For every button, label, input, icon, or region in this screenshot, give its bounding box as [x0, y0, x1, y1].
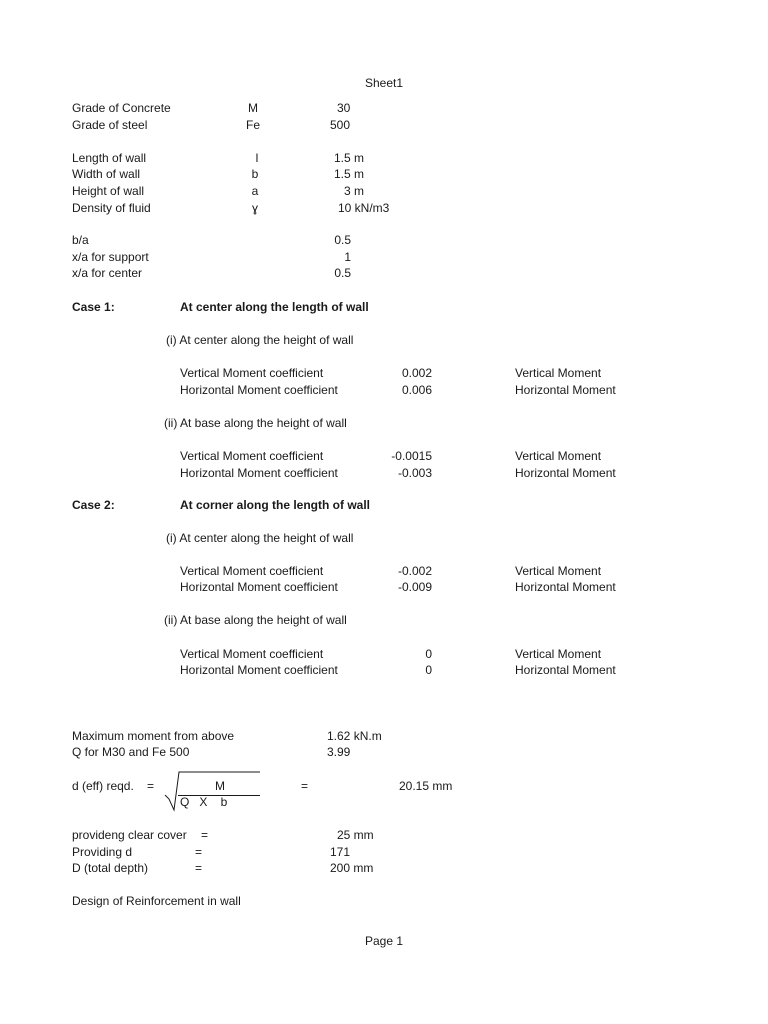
case-1-label: Case 1:: [72, 300, 115, 314]
page-number: Page 1: [364, 934, 404, 948]
concrete-value: 30: [337, 101, 351, 115]
case-1-sub-1-vert-value: 0.002: [401, 366, 432, 380]
height-label: Height of wall: [72, 184, 145, 198]
case-2-sub-1-title: (i) At center along the height of wall: [166, 531, 354, 545]
max-moment-value: 1.62 kN.m: [327, 729, 382, 743]
case-2-sub-2-vert-right: Vertical Moment: [515, 647, 602, 661]
case-1-sub-1-horiz-label: Horizontal Moment coefficient: [180, 383, 338, 397]
clear-cover-equals: =: [201, 828, 209, 842]
height-symbol: a: [251, 184, 259, 198]
total-depth-label: D (total depth): [72, 861, 149, 875]
case-1-sub-2-horiz-right: Horizontal Moment: [515, 466, 616, 480]
case-1-sub-1-vert-right: Vertical Moment: [515, 366, 602, 380]
case-1-title: At center along the length of wall: [180, 300, 369, 314]
case-1-sub-2-vert-right: Vertical Moment: [515, 449, 602, 463]
q-value-value: 3.99: [327, 745, 351, 759]
length-symbol: l: [255, 151, 259, 165]
d-eff-denominator: Q X b: [180, 795, 228, 809]
sheet-title: Sheet1: [364, 76, 404, 90]
length-label: Length of wall: [72, 151, 147, 165]
density-value: 10 kN/m3: [338, 201, 390, 215]
length-value: 1.5 m: [334, 151, 365, 165]
case-2-sub-2-vert-value: 0: [425, 647, 432, 661]
xa-center-value: 0.5: [334, 266, 351, 280]
height-value: 3 m: [344, 184, 365, 198]
xa-support-label: x/a for support: [72, 250, 149, 264]
density-symbol: ɣ: [251, 201, 258, 215]
case-1-sub-2-horiz-value: -0.003: [397, 466, 432, 480]
max-moment-label: Maximum moment from above: [72, 729, 235, 743]
ba-value: 0.5: [334, 233, 351, 247]
case-1-sub-1-title: (i) At center along the height of wall: [166, 333, 354, 347]
case-1-sub-2-horiz-label: Horizontal Moment coefficient: [180, 466, 338, 480]
case-2-sub-2-horiz-value: 0: [425, 663, 432, 677]
xa-support-value: 1: [344, 250, 351, 264]
width-value: 1.5 m: [334, 167, 365, 181]
steel-value: 500: [330, 118, 351, 132]
providing-d-value: 171: [330, 845, 351, 859]
case-1-sub-1-horiz-right: Horizontal Moment: [515, 383, 616, 397]
clear-cover-value: 25 mm: [337, 828, 374, 842]
case-2-title: At corner along the length of wall: [180, 498, 371, 512]
case-1-sub-2-vert-label: Vertical Moment coefficient: [180, 449, 324, 463]
d-eff-label: d (eff) reqd.: [72, 779, 134, 793]
concrete-label: Grade of Concrete: [72, 101, 171, 115]
providing-d-label: Providing d: [72, 845, 133, 859]
case-2-sub-1-horiz-right: Horizontal Moment: [515, 580, 616, 594]
d-eff-equals-2: =: [301, 779, 309, 793]
total-depth-value: 200 mm: [330, 861, 374, 875]
clear-cover-label: provideng clear cover: [72, 828, 187, 842]
providing-d-equals: =: [195, 845, 203, 859]
case-1-sub-2-title: (ii) At base along the height of wall: [164, 416, 347, 430]
q-value-label: Q for M30 and Fe 500: [72, 745, 190, 759]
width-label: Width of wall: [72, 167, 141, 181]
xa-center-label: x/a for center: [72, 266, 143, 280]
case-1-sub-1-vert-label: Vertical Moment coefficient: [180, 366, 324, 380]
case-2-sub-2-horiz-label: Horizontal Moment coefficient: [180, 663, 338, 677]
total-depth-equals: =: [195, 861, 203, 875]
width-symbol: b: [251, 167, 259, 181]
steel-label: Grade of steel: [72, 118, 148, 132]
d-eff-value: 20.15 mm: [399, 779, 453, 793]
steel-symbol: Fe: [245, 118, 260, 132]
case-2-sub-2-vert-label: Vertical Moment coefficient: [180, 647, 324, 661]
case-1-sub-2-vert-value: -0.0015: [391, 449, 432, 463]
case-2-sub-2-horiz-right: Horizontal Moment: [515, 663, 616, 677]
d-eff-numerator: M: [215, 779, 225, 793]
case-2-sub-1-vert-right: Vertical Moment: [515, 564, 602, 578]
case-2-sub-1-vert-value: -0.002: [397, 564, 432, 578]
reinforcement-heading: Design of Reinforcement in wall: [72, 894, 241, 908]
case-2-sub-1-horiz-label: Horizontal Moment coefficient: [180, 580, 338, 594]
case-1-sub-1-horiz-value: 0.006: [401, 383, 432, 397]
concrete-symbol: M: [248, 101, 258, 115]
case-2-sub-2-title: (ii) At base along the height of wall: [164, 613, 347, 627]
case-2-label: Case 2:: [72, 498, 115, 512]
d-eff-equals-1: =: [147, 779, 155, 793]
ba-label: b/a: [72, 233, 89, 247]
case-2-sub-1-vert-label: Vertical Moment coefficient: [180, 564, 324, 578]
case-2-sub-1-horiz-value: -0.009: [397, 580, 432, 594]
density-label: Density of fluid: [72, 201, 151, 215]
